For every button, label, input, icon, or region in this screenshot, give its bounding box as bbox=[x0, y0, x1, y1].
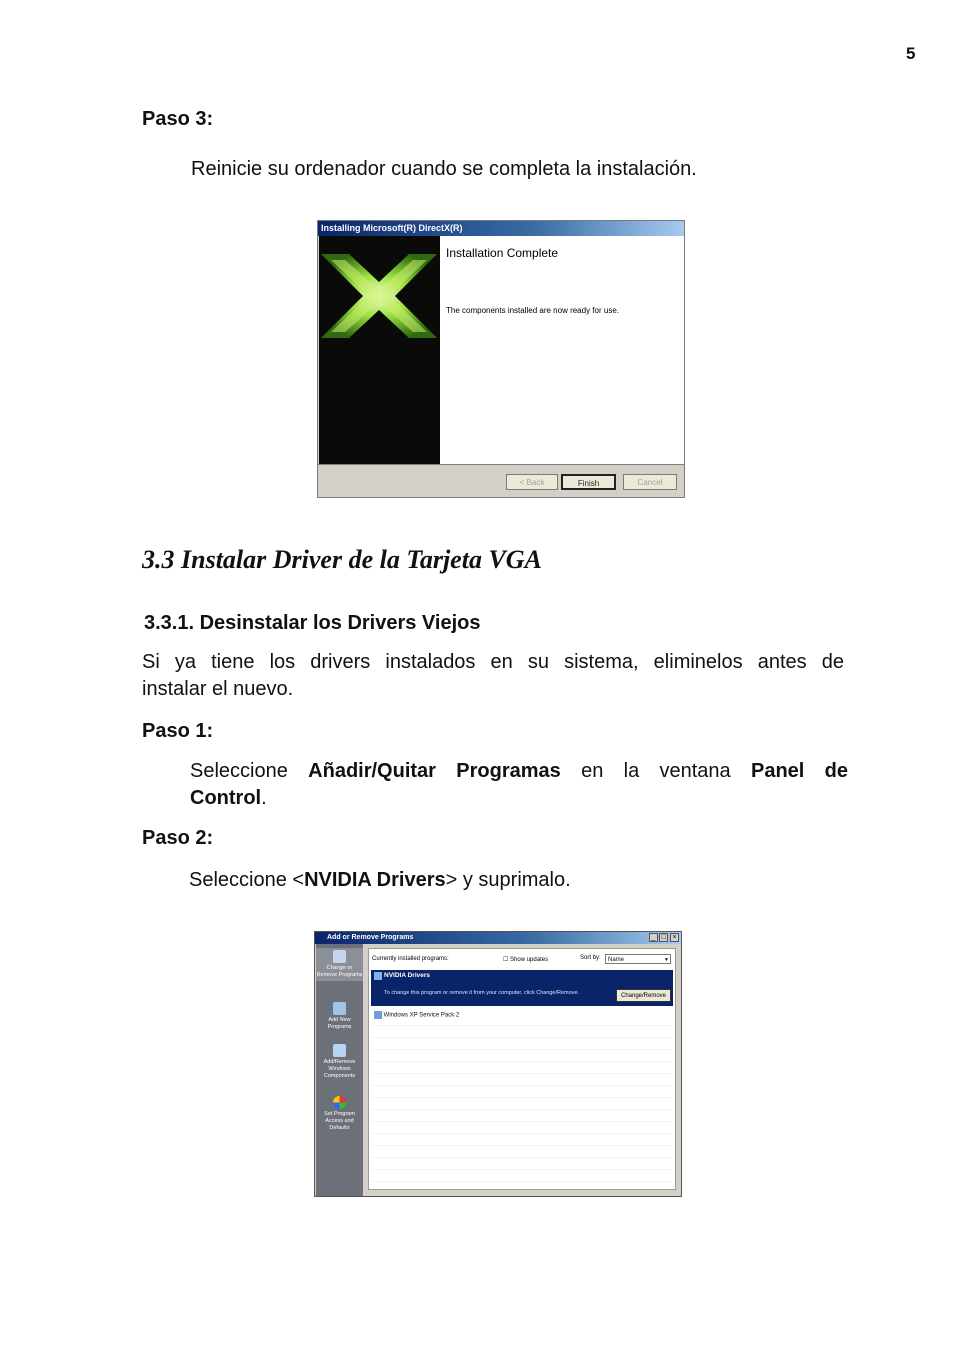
windows-components-icon bbox=[333, 1044, 346, 1057]
show-updates-checkbox[interactable]: ☐ Show updates bbox=[503, 957, 549, 963]
intro-line-1: Si ya tiene los drivers instalados en su sistema, eliminelos antes de bbox=[142, 651, 844, 673]
program-name: Windows XP Service Pack 2 bbox=[383, 1012, 460, 1019]
program-hint: To change this program or remove it from your computer, click Change/Remove. bbox=[384, 990, 580, 996]
step-1-bold-b: Panel de bbox=[751, 760, 849, 782]
show-updates-label: Show updates bbox=[510, 957, 549, 963]
step-1-text-a: Seleccione bbox=[190, 760, 309, 782]
maximize-icon[interactable]: □ bbox=[659, 933, 668, 942]
step-1-text-b: en la ventana bbox=[560, 760, 751, 782]
step-1-line-2 bbox=[190, 785, 848, 812]
step-1-text bbox=[190, 758, 848, 812]
step-3-text: Reinicie su ordenador cuando se completa la instalación. bbox=[191, 158, 697, 180]
program-row-selected[interactable] bbox=[371, 970, 673, 1006]
dialog-message: The components installed are now ready for use. bbox=[446, 306, 619, 315]
step-2-text-a: Seleccione < bbox=[189, 869, 305, 891]
add-new-icon bbox=[333, 1002, 346, 1015]
back-button[interactable]: < Back bbox=[506, 474, 558, 490]
window-title: Add or Remove Programs bbox=[315, 932, 681, 944]
sidebar-label: Add/Remove Windows Components bbox=[323, 1059, 356, 1079]
directx-logo-panel bbox=[319, 236, 440, 464]
step-1-bold-c: Control bbox=[190, 787, 262, 809]
subsection-heading: 3.3.1. Desinstalar los Drivers Viejos bbox=[144, 612, 481, 634]
section-heading: 3.3 Instalar Driver de la Tarjeta VGA bbox=[142, 545, 542, 574]
dialog-divider bbox=[318, 464, 684, 465]
dialog-title: Installing Microsoft(R) DirectX(R) bbox=[318, 221, 684, 236]
step-1-line-1 bbox=[190, 758, 848, 785]
sidebar-label: Add New Programs bbox=[327, 1017, 352, 1030]
change-remove-icon bbox=[333, 950, 346, 963]
sort-by-label: Sort by: bbox=[580, 955, 601, 961]
sidebar-item-windows-components[interactable] bbox=[316, 1044, 363, 1080]
change-remove-button[interactable]: Change/Remove bbox=[616, 989, 671, 1002]
directx-install-dialog bbox=[317, 220, 685, 498]
page-number: 5 bbox=[906, 44, 916, 63]
cancel-button[interactable]: Cancel bbox=[623, 474, 677, 490]
program-name: NVIDIA Drivers bbox=[384, 972, 430, 979]
dialog-content bbox=[440, 236, 684, 464]
program-icon bbox=[374, 1011, 382, 1019]
sidebar-item-add-new[interactable] bbox=[316, 1002, 363, 1031]
step-2-bold: NVIDIA Drivers bbox=[304, 869, 446, 891]
program-row[interactable] bbox=[371, 1011, 673, 1023]
step-1-label: Paso 1: bbox=[142, 720, 214, 742]
step-3-label: Paso 3: bbox=[142, 108, 214, 130]
sort-by-select[interactable] bbox=[605, 954, 671, 964]
empty-list-area bbox=[371, 1025, 673, 1187]
step-2-text-b: > y suprimalo. bbox=[445, 869, 571, 891]
directx-logo-icon bbox=[319, 236, 440, 464]
intro-line-2: instalar el nuevo. bbox=[142, 678, 294, 700]
minimize-icon[interactable]: _ bbox=[649, 933, 658, 942]
currently-installed-label: Currently installed programs: bbox=[372, 956, 449, 962]
sidebar-label: Change or Remove Programs bbox=[316, 965, 363, 978]
sidebar bbox=[316, 944, 363, 1196]
sidebar-item-change-remove[interactable] bbox=[316, 948, 363, 981]
chevron-down-icon: ▼ bbox=[664, 957, 669, 963]
sidebar-label: Set Program Access and Defaults bbox=[324, 1111, 355, 1131]
dialog-heading: Installation Complete bbox=[446, 246, 559, 260]
step-2-text bbox=[189, 867, 571, 894]
program-list-panel bbox=[368, 948, 676, 1190]
close-icon[interactable]: × bbox=[670, 933, 679, 942]
add-remove-programs-window bbox=[314, 931, 682, 1197]
finish-button[interactable]: Finish bbox=[561, 474, 616, 490]
program-icon bbox=[374, 972, 382, 980]
sort-by-value: Name bbox=[608, 957, 625, 963]
program-access-icon bbox=[333, 1096, 346, 1109]
step-1-text-c: . bbox=[261, 787, 267, 809]
sidebar-item-program-access[interactable] bbox=[316, 1096, 363, 1132]
step-1-bold-a: Añadir/Quitar Programas bbox=[308, 760, 561, 782]
step-2-label: Paso 2: bbox=[142, 827, 214, 849]
